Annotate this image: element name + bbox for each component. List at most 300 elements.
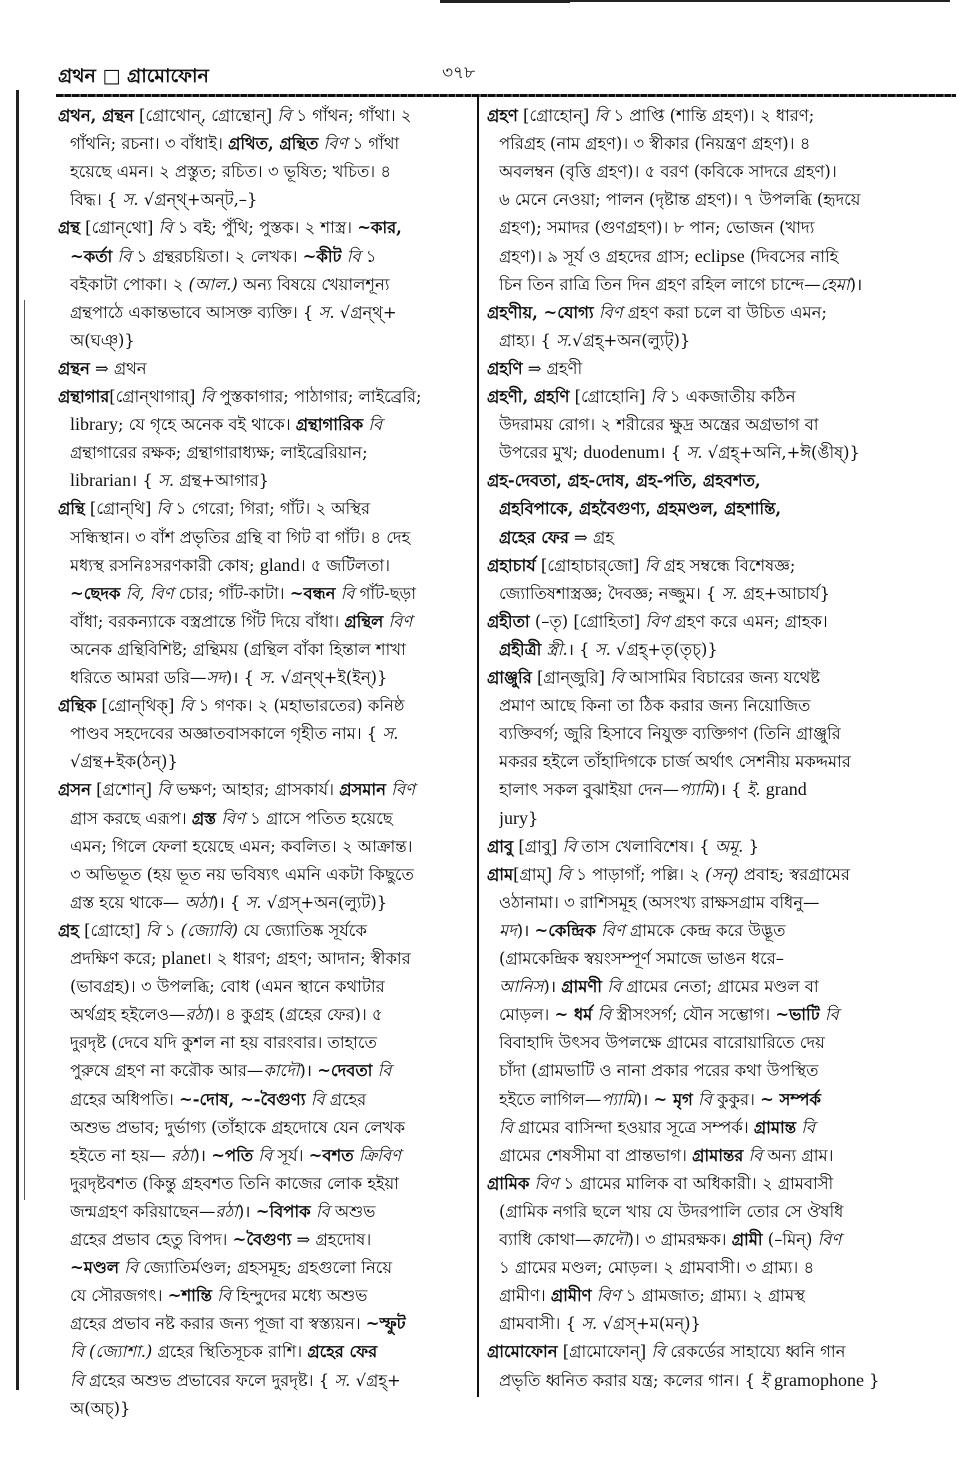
definition-text: গ্রামকে কেন্দ্র করে উদ্ভূত bbox=[624, 920, 786, 940]
definition-text: মধ্যস্থ রসনিঃসরণকারী কোষ; bbox=[70, 555, 260, 575]
label-italic: স. bbox=[581, 1314, 598, 1334]
definition-text: gland bbox=[259, 554, 300, 575]
definition-text: planet bbox=[161, 948, 206, 968]
label-italic: বি bbox=[748, 1145, 763, 1165]
headword: গ্রাঞ্জুরি bbox=[487, 668, 532, 687]
definition-text: গ্রহ সম্বন্ধে বিশেষজ্ঞ; bbox=[658, 555, 796, 575]
headword: গ্রামণী bbox=[561, 977, 602, 997]
label-italic: বি bbox=[607, 977, 622, 997]
text-line bbox=[499, 157, 887, 186]
definition-text: গ্রন্থাগারের রক্ষক; গ্রন্থাগারাধ্যক্ষ; লাইব্রেরিয়ান; bbox=[70, 443, 368, 463]
text-line bbox=[70, 185, 468, 214]
label-italic: (সন্) bbox=[705, 864, 739, 884]
definition-text: অন্য বিষয়ে খেয়ালশূন্য bbox=[237, 274, 390, 294]
label-italic: বি bbox=[650, 387, 665, 406]
definition-text: (–তৃ) [গ্রোহিতা] bbox=[529, 611, 646, 631]
definition-text: ভক্ষণ; আহার; গ্রাসকার্য। bbox=[171, 780, 340, 800]
definition-text: √গ্রহ্+অন(ল্যুট্)} bbox=[572, 330, 691, 350]
label-italic: বি bbox=[824, 1005, 839, 1025]
headword: ~বন্ধন bbox=[289, 583, 336, 603]
label-italic: স. bbox=[259, 668, 276, 687]
definition-text: (দিবসের নাহি bbox=[744, 246, 839, 266]
definition-text: অশুভ bbox=[329, 1201, 376, 1221]
definition-text: ১ bbox=[159, 920, 181, 940]
text-line bbox=[499, 494, 887, 523]
text-line bbox=[499, 270, 887, 299]
headword: ~-দোষ, ~-বৈগুণ্য bbox=[178, 1089, 306, 1109]
headword: গ্রহ-দেবতা, গ্রহ-দোষ, গ্রহ-পতি, গ্রহবশত, bbox=[487, 471, 761, 491]
headword: ~ ধর্ম bbox=[554, 1005, 593, 1025]
label-italic: স. bbox=[158, 471, 175, 491]
text-line bbox=[70, 551, 468, 580]
definition-text: ১ প্রাপ্তি (শান্তি গ্রহণ)। ২ ধারণ; bbox=[608, 106, 815, 125]
headword: গ্রসন bbox=[58, 780, 91, 800]
label-italic: সদ bbox=[206, 668, 226, 687]
headword: গ্রহবিপাকে, গ্রহবৈগুণ্য, গ্রহমণ্ডল, গ্রহশান্তি, bbox=[499, 499, 782, 519]
text-line bbox=[70, 747, 468, 776]
label-italic: বি bbox=[310, 1089, 325, 1109]
headword: গ্রস্ত bbox=[191, 808, 216, 828]
definition-text: [গ্রোথোন্, গ্রোন্থোন্] bbox=[133, 106, 278, 125]
definition-text: ১ গ্রামের মণ্ডল; মোড়ল। ২ গ্রামবাসী। ৩ গ্রাম্য। ৪ bbox=[499, 1258, 815, 1278]
label-italic: ই. bbox=[746, 780, 761, 800]
definition-text: অশুভ প্রভাব; দুর্ভাগ্য (তাঁহাকে গ্রহদোষে যেন লেখক bbox=[70, 1117, 405, 1137]
label-italic: কাদৌ bbox=[263, 1061, 300, 1081]
definition-text: প্রমাণ আছে কিনা তা ঠিক করার জন্য নিয়োজিত bbox=[499, 696, 811, 716]
label-italic: বি bbox=[117, 246, 132, 266]
text-line bbox=[70, 523, 468, 552]
label-italic: বি bbox=[698, 1089, 712, 1109]
text-line bbox=[58, 916, 468, 945]
label-italic: বিণ bbox=[221, 808, 245, 828]
scan-edge-line bbox=[440, 0, 570, 3]
definition-text: ⇒ গ্রথন bbox=[89, 358, 147, 378]
text-line bbox=[499, 1141, 887, 1170]
text-line bbox=[487, 860, 887, 889]
text-line bbox=[70, 242, 468, 271]
definition-text: গ্রহণ)। ৯ সূর্য ও গ্রহদের গ্রাস; bbox=[499, 246, 695, 266]
text-line bbox=[70, 1197, 468, 1226]
definition-text: )। { bbox=[212, 892, 246, 912]
column-divider bbox=[477, 97, 479, 1397]
label-italic: বি bbox=[315, 1201, 330, 1221]
headword: ~দেবতা bbox=[317, 1061, 373, 1081]
label-italic: বিণ bbox=[817, 1230, 842, 1249]
label-italic: স. bbox=[382, 724, 399, 744]
definition-text: চাঁদা (গ্রামভাটি ও নানা প্রকার পরের কথা উপস্থিত bbox=[499, 1061, 819, 1081]
label-italic: স. bbox=[686, 443, 703, 463]
definition-text: grand bbox=[765, 779, 807, 800]
text-line bbox=[70, 607, 468, 636]
label-italic: অমূ. bbox=[714, 836, 744, 856]
headword: গ্রন্থাগার bbox=[58, 387, 110, 406]
text-line bbox=[487, 298, 887, 327]
label-italic: স্ত্রী. bbox=[546, 639, 568, 659]
definition-text: । { bbox=[130, 471, 159, 491]
definition-text: রেকর্ডের সাহায্যে ধ্বনি গান bbox=[665, 1342, 846, 1362]
definition-text: দুরদৃষ্ট (দেবে যদি কুশল না হয় বারংবার। তাহাতে bbox=[70, 1033, 377, 1053]
headword: গ্রন্থন bbox=[58, 358, 90, 378]
text-line bbox=[70, 1141, 468, 1170]
text-line bbox=[499, 579, 887, 608]
text-line bbox=[58, 213, 468, 242]
definition-text: । ২ ধারণ; গ্রহণ; আদান; স্বীকার bbox=[205, 949, 411, 968]
text-line bbox=[499, 1253, 887, 1282]
definition-text: √গ্রহ্+তৃ(তৃচ্)} bbox=[610, 639, 718, 659]
text-line bbox=[499, 1028, 887, 1057]
definition-text: [গ্রোন্‌থি] bbox=[84, 499, 157, 519]
definition-text: গ্রহের অশুভ প্রভাবের ফলে দুরদৃষ্ট। { bbox=[83, 1370, 335, 1390]
definition-text: √গ্রন্থ্+ই(ইন্)} bbox=[275, 668, 388, 687]
text-line bbox=[70, 635, 468, 664]
headword: ~বিপাক bbox=[255, 1201, 311, 1221]
label-italic: (জ্যোবি) bbox=[180, 920, 239, 940]
label-italic: স. bbox=[122, 190, 139, 210]
headword: গ্রথন, গ্রন্থন bbox=[58, 106, 134, 125]
headword: ~কীট bbox=[302, 246, 342, 266]
definition-text: ; যে গৃহে অনেক বই থাকে। bbox=[117, 415, 296, 435]
text-line bbox=[499, 972, 887, 1001]
headword: গ্রন্থিক bbox=[58, 696, 97, 716]
definition-text: গ্রস্ত হয়ে থাকে— bbox=[70, 892, 185, 912]
definition-text: অনেক গ্রন্থিবিশিষ্ট; গ্রন্থিময় (গ্রন্থিল বাঁকা হিন্তাল শাখা bbox=[70, 639, 406, 659]
headword: গ্রহণী, গ্রহণি bbox=[487, 387, 570, 406]
label-italic: স. bbox=[334, 1370, 351, 1390]
definition-text: প্রদক্ষিণ করে; bbox=[70, 949, 162, 968]
definition-text: ব্যক্তিবর্গ; জুরি হিসাবে নিযুক্ত ব্যক্তিগণ (তিনি গ্রাঞ্জুরি bbox=[499, 724, 841, 744]
headword: গ্রামান্তর bbox=[692, 1145, 744, 1165]
text-line bbox=[70, 1309, 468, 1338]
definition-text: (গ্রামিক নগরি ছলে খায় যে উদরপালি তোর সে ঔষধি bbox=[499, 1201, 844, 1221]
text-line bbox=[70, 1394, 468, 1423]
headword: গ্রামান্ত bbox=[753, 1117, 796, 1137]
definition-text: )। { bbox=[225, 668, 260, 687]
headword: গ্রাম bbox=[487, 864, 514, 884]
text-line bbox=[499, 129, 887, 158]
headword: গ্রহাচার্য bbox=[487, 555, 536, 575]
definition-text: ওঠানামা। ৩ রাশিসমূহ (অসংখ্য রাক্ষসগ্রাম বধিনু— bbox=[499, 892, 820, 912]
definition-text: জ্যোতির্মণ্ডল; গ্রহসমূহ; গ্রহগুলো নিয়ে bbox=[137, 1258, 393, 1278]
label-italic: বি bbox=[340, 583, 355, 603]
definition-text: গ্রন্থ+আগার} bbox=[174, 471, 270, 491]
text-line bbox=[487, 1169, 887, 1198]
text-line bbox=[499, 1309, 887, 1338]
definition-text: [গ্রোহো] bbox=[78, 920, 146, 940]
label-italic: বি bbox=[179, 696, 194, 716]
headword: গ্রামিক bbox=[487, 1173, 530, 1193]
text-line bbox=[487, 466, 887, 495]
text-line bbox=[70, 804, 468, 833]
definition-text: গ্রহের bbox=[324, 1089, 367, 1109]
definition-text: ব্যাধি কোথা— bbox=[499, 1230, 592, 1249]
definition-text: ১ গেরো; গিরা; গাঁট। ২ অস্থির bbox=[170, 499, 371, 519]
headword: ~বৈগুণ্য bbox=[232, 1230, 292, 1249]
label-italic: হেমা bbox=[820, 274, 850, 294]
definition-text: ১ গ্রামজাত; গ্রাম্য। ২ গ্রামস্থ bbox=[620, 1286, 805, 1306]
definition-text: )। bbox=[849, 274, 863, 294]
label-italic: বি bbox=[217, 1286, 231, 1306]
text-line bbox=[499, 916, 887, 945]
definition-text: স্ত্রীসংসর্গ; যৌন সম্ভোগ। bbox=[611, 1005, 776, 1025]
definition-text: ১ গণক। ২ (মহাভারতের) কনিষ্ঠ bbox=[193, 696, 405, 716]
definition-text: হিন্দুদের মধ্যে অশুভ bbox=[230, 1286, 368, 1306]
definition-text: গ্রামের নেতা; গ্রামের মণ্ডল বা bbox=[621, 977, 819, 997]
headword: গ্রন্থাগারিক bbox=[295, 415, 364, 435]
text-line bbox=[487, 832, 887, 861]
headword: গ্রহণ bbox=[487, 106, 518, 125]
definition-text: গ্রাস করছে এরূপ। bbox=[70, 808, 192, 828]
definition-text: সূর্য। bbox=[272, 1145, 309, 1165]
definition-text: [গ্রোন্‌থো] bbox=[79, 218, 159, 238]
text-line bbox=[499, 1000, 887, 1029]
definition-text: ধরিতে আমরা ডরি— bbox=[70, 668, 207, 687]
text-line bbox=[499, 410, 887, 439]
text-line bbox=[499, 438, 887, 467]
definition-text: গ্রহ+আচার্য} bbox=[737, 583, 831, 603]
text-line bbox=[70, 298, 468, 327]
definition-text: গ্রামবাসী। { bbox=[499, 1314, 582, 1334]
definition-text: গ্রামের বাসিন্দা হওয়ার সূত্রে সম্পর্ক। bbox=[512, 1117, 754, 1137]
text-line bbox=[70, 1113, 468, 1142]
label-italic: বি bbox=[594, 106, 609, 125]
definition-text: হয়েছে এমন। ২ প্রস্তুত; রচিত। ৩ ভূষিত; খচিত। ৪ bbox=[70, 162, 391, 182]
text-line bbox=[499, 888, 887, 917]
text-line bbox=[487, 663, 887, 692]
definition-text: হইতে লাগিল— bbox=[499, 1089, 602, 1109]
definition-text: )। bbox=[193, 1145, 212, 1165]
definition-text: [গ্রোহোন্] bbox=[517, 106, 595, 125]
definition-text: অর্থগ্রহ হইলেও— bbox=[70, 1005, 186, 1025]
definition-text: librarian bbox=[70, 470, 131, 491]
text-line bbox=[487, 354, 887, 383]
label-italic: বি bbox=[70, 1370, 84, 1390]
headword: ~ সম্পর্ক bbox=[760, 1089, 821, 1109]
label-italic: বিণ bbox=[534, 1173, 559, 1193]
headword: গ্রথিত, গ্রন্থিত bbox=[228, 134, 319, 154]
definition-text: )। bbox=[299, 1061, 318, 1081]
headword: গ্রহের ফের bbox=[499, 527, 569, 547]
text-line bbox=[70, 972, 468, 1001]
text-line bbox=[70, 466, 468, 495]
label-italic: স. bbox=[721, 583, 738, 603]
definition-text: } bbox=[863, 1370, 880, 1390]
definition-text: অ(ঘঞ্)} bbox=[70, 330, 135, 350]
headword: গ্রহের ফের bbox=[307, 1342, 378, 1362]
definition-text: গ্রহের স্থিতিসূচক রাশি। bbox=[152, 1342, 308, 1362]
definition-text: চিন তিন রাত্রি তিন দিন গ্রহণ রহিল লাগে চান্দে— bbox=[499, 274, 821, 294]
definition-text: গ্রহণ করে এমন; গ্রাহক। bbox=[669, 611, 828, 631]
label-italic: বি bbox=[368, 415, 383, 435]
label-italic: বি bbox=[597, 1005, 612, 1025]
definition-text: হালাৎ সকল বুঝাইয়া দেন— bbox=[499, 780, 679, 800]
definition-text: মোড়ল। bbox=[499, 1005, 555, 1025]
label-italic: রঠা bbox=[185, 1005, 208, 1025]
text-line bbox=[70, 129, 468, 158]
definition-text: } bbox=[743, 836, 760, 856]
definition-text: ⇒ গ্রহণী bbox=[522, 358, 583, 378]
label-italic: বি bbox=[562, 836, 577, 856]
label-italic: ই bbox=[760, 1370, 769, 1390]
definition-text: )। bbox=[635, 1089, 654, 1109]
definition-text: এমন; গিলে ফেলা হয়েছে এমন; কবলিত। ২ আক্রান্ত। bbox=[70, 836, 413, 856]
text-line bbox=[70, 270, 468, 299]
headword: ~বশত bbox=[308, 1145, 354, 1165]
definition-text: gramophone bbox=[773, 1369, 864, 1390]
text-line bbox=[487, 1337, 887, 1366]
definition-text: গ্রাহ্য। { bbox=[499, 330, 557, 350]
label-italic: বি bbox=[346, 246, 361, 266]
label-italic: বি bbox=[801, 1117, 816, 1137]
definition-text: )। bbox=[237, 1201, 256, 1221]
definition-text: । ৫ জটিলতা। bbox=[299, 555, 391, 575]
label-italic: বিণ bbox=[598, 302, 623, 322]
definition-text: √গ্রন্থ্+অন্‌ট,–} bbox=[138, 190, 258, 210]
definition-text: [গ্রান্‌জুরি] bbox=[531, 668, 611, 687]
label-italic: বি bbox=[145, 920, 160, 940]
definition-text: গ্রন্থপাঠে একান্তভাবে আসক্ত ব্যক্তি। { bbox=[70, 302, 319, 322]
headword: গ্রসমান bbox=[339, 780, 386, 800]
text-line bbox=[499, 719, 887, 748]
definition-text: ৩ অভিভূত (হয় ভূত নয় ভবিষ্যৎ এমনি একটা কিছুতে bbox=[70, 864, 414, 884]
definition-text: [গ্রাবু] bbox=[513, 836, 563, 856]
headword: গ্রহণীয়, ~যোগ্য bbox=[487, 302, 594, 322]
headword: ~ভাটি bbox=[775, 1005, 820, 1025]
headword: গ্রাবু bbox=[487, 836, 514, 856]
text-line bbox=[487, 382, 887, 411]
definition-text: অ(অচ্)} bbox=[70, 1398, 131, 1418]
text-line bbox=[70, 1085, 468, 1114]
label-italic: অঠা bbox=[184, 892, 213, 912]
label-italic: বি bbox=[156, 499, 171, 519]
definition-text: দুরদৃষ্টবশত (কিন্তু গ্রহবশত তিনি কাজের লোক হইয়া bbox=[70, 1173, 399, 1193]
definition-text: হইতে না হয়— bbox=[70, 1145, 171, 1165]
label-italic: বি bbox=[651, 1342, 666, 1362]
label-italic: বি bbox=[258, 1145, 273, 1165]
definition-text: ⇒ গ্রহদোষ। bbox=[291, 1230, 372, 1249]
definition-text: প্রবাহ; স্বরগ্রামের bbox=[738, 864, 850, 884]
label-italic: প্যামি bbox=[601, 1089, 636, 1109]
text-line bbox=[70, 1366, 468, 1395]
text-line bbox=[499, 747, 887, 776]
definition-text: √গ্রস্+অন(ল্যুট)} bbox=[261, 892, 388, 912]
definition-text: জ্যোতিষশাস্ত্রজ্ঞ; দৈবজ্ঞ; নজ্জুম। { bbox=[499, 583, 722, 603]
label-italic: প্যামি bbox=[678, 780, 714, 800]
definition-text: (ভাবগ্রহ)। ৩ উপলব্ধি; বোধ (এমন স্থানে কথাটার bbox=[70, 977, 385, 997]
page-header bbox=[58, 60, 948, 90]
definition-text: } bbox=[528, 808, 539, 828]
text-line bbox=[70, 944, 468, 973]
definition-text: )। { bbox=[713, 780, 747, 800]
text-line bbox=[70, 663, 468, 692]
definition-text: গাঁট-ছড়া bbox=[354, 583, 416, 603]
text-line bbox=[499, 1281, 887, 1310]
label-italic: বি bbox=[377, 1061, 392, 1081]
page-edge-shadow bbox=[24, 300, 25, 1200]
label-italic: বিণ bbox=[323, 134, 348, 154]
definition-text: অন্য গ্রাম। bbox=[762, 1145, 834, 1165]
definition-text: )। ৩ গ্রামরক্ষক। bbox=[627, 1230, 732, 1249]
definition-text: গ্রহের প্রভাব নষ্ট করার জন্য পূজা বা স্বস্ত্যয়ন। bbox=[70, 1314, 366, 1334]
definition-text: পরিগ্রহ (নাম গ্রহণ)। ৩ স্বীকার (নিয়ন্ত্রণ গ্রহণ)। ৪ bbox=[499, 134, 811, 154]
label-italic: (আল.) bbox=[188, 274, 238, 294]
definition-text: গাঁথনি; রচনা। ৩ বাঁধাই। bbox=[70, 134, 229, 154]
label-italic: বি bbox=[157, 780, 172, 800]
text-line bbox=[499, 242, 887, 271]
text-line bbox=[487, 101, 887, 130]
headword: ~পতি bbox=[211, 1145, 254, 1165]
definition-text: [গ্রামোফোন্] bbox=[557, 1342, 652, 1362]
definition-text: (–মিন্) bbox=[762, 1230, 818, 1249]
label-italic: বিণ bbox=[596, 1286, 621, 1306]
definition-text: duodenum bbox=[583, 442, 660, 463]
label-italic: রঠা bbox=[215, 1201, 238, 1221]
text-line bbox=[499, 691, 887, 720]
definition-text: ১ পাড়াগাঁ; পল্লি। ২ bbox=[571, 864, 706, 884]
definition-text: ১ গ্রাসে পতিত হয়েছে bbox=[244, 808, 393, 828]
label-italic: বি bbox=[158, 218, 173, 238]
headword: ~মণ্ডল bbox=[70, 1258, 119, 1278]
headword: গ্রন্থ bbox=[58, 218, 80, 238]
definition-text: ১ বই; পুঁথি; পুস্তক। ২ শাস্ত্র। bbox=[172, 218, 358, 238]
definition-text: )। bbox=[543, 977, 562, 997]
label-italic: আনিস bbox=[499, 977, 544, 997]
running-head: গ্রথন □ গ্রামোফোন bbox=[58, 65, 209, 87]
text-line bbox=[70, 1225, 468, 1254]
headword: গ্রহীত্রী bbox=[499, 639, 542, 659]
definition-text: jury bbox=[499, 807, 528, 828]
label-italic: মদ bbox=[499, 920, 517, 940]
definition-text: মকরর হইলে তাঁহাদিগকে চার্জ অর্থাৎ সেশনীয় মকদ্দমার bbox=[499, 752, 851, 772]
definition-text: গ্রহণ করা চলে বা উচিত এমন; bbox=[622, 302, 827, 322]
definition-text: । { bbox=[567, 639, 595, 659]
label-italic: রঠা bbox=[170, 1145, 194, 1165]
text-line bbox=[70, 832, 468, 861]
label-italic: বি (জ্যোশা.) bbox=[70, 1342, 153, 1362]
definition-text: [গ্রোহোনি] bbox=[569, 387, 651, 406]
text-line bbox=[70, 719, 468, 748]
definition-text: ৬ মেনে নেওয়া; পালন (দৃষ্টান্ত গ্রহণ)। ৭ উপলব্ধি (হৃদয়ে bbox=[499, 190, 861, 210]
definition-text: পাণ্ডব সহদেবের অজ্ঞাতবাসকালে গৃহীত নাম। { bbox=[70, 724, 383, 744]
definition-text: [গ্রোহাচার্‌জো] bbox=[535, 555, 645, 575]
text-line bbox=[58, 494, 468, 523]
headword: গ্রহ bbox=[58, 920, 79, 940]
definition-text: আসামির বিচারের জন্য যথেষ্ট bbox=[623, 668, 821, 687]
label-italic: বি bbox=[200, 387, 215, 406]
label-italic: বিণ bbox=[391, 780, 415, 800]
definition-text: √গ্রস্+ম(মন্)} bbox=[597, 1314, 701, 1334]
definition-text: বিবাহাদি উৎসব উপলক্ষে গ্রামের বারোয়ারিতে দেয় bbox=[499, 1033, 825, 1053]
definition-text: যে সৌরজগৎ। bbox=[70, 1286, 168, 1306]
text-line bbox=[499, 775, 887, 804]
text-line bbox=[70, 1253, 468, 1282]
definition-text: ১ গ্রন্থরচয়িতা। ২ লেখক। bbox=[131, 246, 303, 266]
definition-text: √গ্রহ্+ bbox=[350, 1370, 401, 1390]
label-italic: বিণ bbox=[388, 611, 413, 631]
text-line bbox=[70, 410, 468, 439]
definition-text: উপরের মুখ; bbox=[499, 443, 584, 463]
definition-text: তাস খেলাবিশেষ। { bbox=[576, 836, 715, 856]
text-line bbox=[487, 607, 887, 636]
text-line bbox=[499, 185, 887, 214]
headword: ~ছেদক bbox=[70, 583, 121, 603]
definition-text: কুকুর। bbox=[711, 1089, 761, 1109]
text-line bbox=[58, 775, 468, 804]
definition-text: উদরাময় রোগ। ২ শরীরের ক্ষুদ্র অন্ত্রের অগ্রভাগ বা bbox=[499, 415, 819, 435]
definition-text: পুরুষে গ্রহণ না করৌক আর— bbox=[70, 1061, 264, 1081]
text-line bbox=[70, 579, 468, 608]
label-italic: বিণ bbox=[645, 611, 670, 631]
definition-text: চোর; গাঁট-কাটা। bbox=[173, 583, 290, 603]
